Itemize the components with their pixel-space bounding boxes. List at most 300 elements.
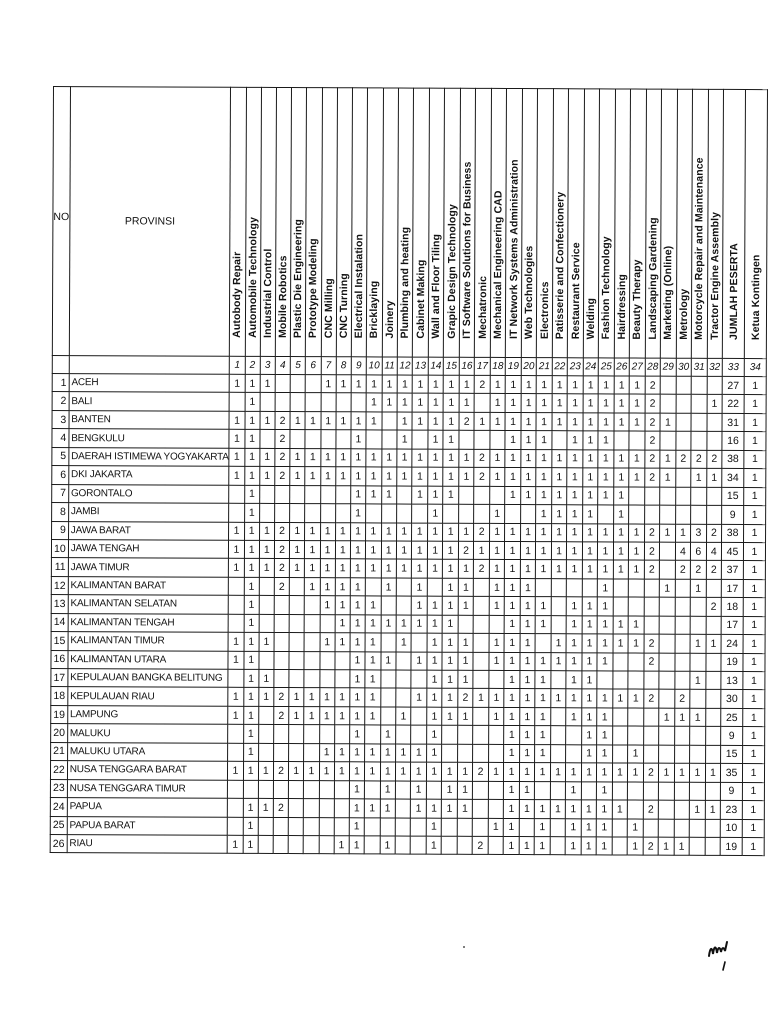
- count-cell: [442, 744, 458, 763]
- count-cell: [707, 413, 723, 432]
- count-cell: 1: [613, 634, 629, 653]
- count-cell: [659, 782, 675, 801]
- count-cell: 1: [350, 596, 365, 615]
- column-number: 12: [397, 357, 413, 375]
- count-cell: 1: [443, 541, 459, 560]
- count-cell: 1: [396, 559, 412, 578]
- header-column-label: Wall and Floor Tiling: [430, 233, 443, 339]
- count-cell: 1: [504, 615, 520, 634]
- count-cell: [505, 505, 521, 524]
- header-column-27: [630, 89, 647, 358]
- column-number: 19: [506, 357, 522, 375]
- count-cell: 1: [427, 689, 443, 708]
- total-participants-cell: 18: [721, 598, 743, 617]
- count-cell: [705, 745, 721, 764]
- count-cell: 1: [535, 726, 551, 745]
- count-cell: [706, 505, 722, 524]
- header-column-30: [676, 89, 693, 358]
- count-cell: [691, 432, 707, 451]
- count-cell: [259, 577, 274, 596]
- count-cell: [366, 430, 382, 449]
- count-cell: 1: [351, 375, 366, 394]
- team-leader-cell: 1: [743, 653, 765, 672]
- count-cell: 1: [412, 467, 428, 486]
- count-cell: 1: [552, 413, 568, 432]
- count-cell: [228, 817, 243, 836]
- count-cell: [613, 597, 629, 616]
- count-cell: 1: [535, 763, 551, 782]
- count-cell: [675, 579, 691, 598]
- team-leader-cell: 1: [743, 561, 765, 580]
- count-cell: 1: [366, 393, 382, 412]
- count-cell: 1: [442, 781, 458, 800]
- count-cell: 1: [260, 374, 275, 393]
- count-cell: [597, 671, 613, 690]
- count-cell: 1: [244, 467, 259, 486]
- count-cell: 1: [443, 467, 459, 486]
- count-cell: 1: [535, 818, 551, 837]
- count-cell: 1: [536, 597, 552, 616]
- count-cell: [473, 633, 489, 652]
- header-column-label: Fashion Technology: [600, 236, 613, 340]
- count-cell: 1: [428, 467, 444, 486]
- count-cell: [304, 633, 319, 652]
- count-cell: 1: [365, 559, 381, 578]
- count-cell: [459, 486, 475, 505]
- count-cell: 2: [644, 524, 660, 543]
- count-cell: 2: [643, 763, 659, 782]
- count-cell: 1: [229, 466, 244, 485]
- header-column-label: Patisserie and Confectionery: [553, 191, 567, 340]
- count-cell: 1: [597, 708, 613, 727]
- count-cell: 1: [551, 689, 567, 708]
- count-cell: [458, 504, 474, 523]
- count-cell: 1: [320, 633, 335, 652]
- count-cell: [705, 837, 721, 856]
- count-cell: 1: [613, 523, 629, 542]
- count-cell: 1: [396, 541, 412, 560]
- count-cell: [473, 781, 489, 800]
- count-cell: 1: [504, 800, 520, 819]
- count-cell: [659, 671, 675, 690]
- column-number: 22: [552, 358, 568, 376]
- count-cell: 1: [443, 615, 459, 634]
- header-column-1: [230, 87, 246, 356]
- count-cell: [273, 780, 288, 799]
- count-cell: 1: [381, 559, 396, 578]
- count-cell: 1: [411, 799, 427, 818]
- count-cell: 1: [396, 523, 412, 542]
- count-cell: [551, 597, 567, 616]
- count-cell: 1: [412, 486, 428, 505]
- header-column-label: Cabinet Making: [414, 259, 427, 339]
- count-cell: 1: [582, 560, 598, 579]
- count-cell: [459, 431, 475, 450]
- count-cell: [274, 633, 289, 652]
- count-cell: 1: [505, 431, 521, 450]
- count-cell: 1: [505, 560, 521, 579]
- count-cell: 1: [582, 597, 598, 616]
- count-cell: 1: [675, 524, 691, 543]
- count-cell: 1: [244, 522, 259, 541]
- count-cell: 1: [490, 468, 506, 487]
- count-cell: 1: [552, 394, 568, 413]
- header-column-label: Beauty Therapy: [631, 259, 644, 340]
- header-column-label: Mobile Robotics: [276, 255, 290, 339]
- count-cell: 1: [427, 541, 443, 560]
- count-cell: 1: [458, 670, 474, 689]
- header-column-5: [290, 88, 306, 357]
- count-cell: 1: [536, 376, 552, 395]
- count-cell: [273, 817, 288, 836]
- count-cell: [550, 726, 566, 745]
- header-column-17: [475, 88, 492, 357]
- count-cell: [581, 781, 597, 800]
- count-cell: 1: [396, 615, 412, 634]
- count-cell: 1: [290, 522, 305, 541]
- count-cell: 1: [228, 835, 243, 854]
- count-cell: 1: [427, 652, 443, 671]
- header-column-label: Welding: [584, 297, 598, 340]
- count-cell: 1: [319, 688, 334, 707]
- count-cell: 1: [614, 413, 630, 432]
- count-cell: [289, 651, 304, 670]
- count-cell: 1: [567, 468, 583, 487]
- count-cell: [473, 726, 489, 745]
- count-cell: 1: [505, 412, 521, 431]
- column-number: 18: [490, 357, 506, 375]
- row-number: 11: [51, 558, 68, 577]
- header-column-16: [459, 88, 476, 357]
- count-cell: [304, 799, 319, 818]
- count-cell: 1: [396, 744, 412, 763]
- count-cell: 1: [458, 707, 474, 726]
- header-column-2: [245, 87, 261, 356]
- header-column-label: Plastic Die Engineering: [292, 219, 305, 339]
- count-cell: 1: [489, 707, 505, 726]
- province-name: BENGKULU: [69, 429, 230, 448]
- count-cell: 1: [365, 688, 381, 707]
- count-cell: 1: [489, 560, 505, 579]
- row-number: 16: [51, 650, 68, 669]
- province-name: DKI JAKARTA: [69, 466, 230, 485]
- count-cell: [676, 413, 692, 432]
- count-cell: [442, 818, 458, 837]
- count-cell: [643, 819, 659, 838]
- count-cell: [396, 652, 412, 671]
- team-leader-cell: 1: [743, 672, 765, 691]
- row-number: 18: [51, 687, 68, 706]
- speck-mark: [463, 946, 465, 948]
- header-column-15: [444, 88, 461, 357]
- count-cell: [490, 486, 506, 505]
- count-cell: 1: [565, 837, 581, 856]
- total-participants-cell: 19: [720, 837, 742, 856]
- column-number: 17: [475, 357, 491, 375]
- count-cell: [380, 817, 395, 836]
- count-cell: 1: [504, 763, 520, 782]
- count-cell: 1: [597, 745, 613, 764]
- count-cell: [411, 818, 427, 837]
- count-cell: [644, 671, 660, 690]
- row-number: 19: [51, 705, 68, 724]
- team-leader-cell: 1: [743, 727, 765, 746]
- count-cell: 1: [598, 487, 614, 506]
- count-cell: [457, 818, 473, 837]
- count-cell: [289, 670, 304, 689]
- count-cell: 1: [259, 669, 274, 688]
- count-cell: [658, 800, 674, 819]
- count-cell: [290, 393, 305, 412]
- count-cell: [411, 707, 427, 726]
- count-cell: 1: [413, 394, 429, 413]
- count-cell: 1: [520, 597, 536, 616]
- count-cell: 1: [597, 616, 613, 635]
- header-column-label: Motorcycle Repair and Maintenance: [693, 157, 707, 340]
- count-cell: 2: [474, 523, 490, 542]
- count-cell: 1: [397, 412, 413, 431]
- count-cell: 1: [536, 486, 552, 505]
- count-cell: 1: [428, 412, 444, 431]
- count-cell: 6: [691, 542, 707, 561]
- total-participants-cell: 45: [722, 542, 744, 561]
- header-column-label: Mechanical Engineering CAD: [491, 190, 505, 339]
- province-name: KALIMANTAN TIMUR: [68, 632, 229, 651]
- count-cell: [628, 653, 644, 672]
- count-cell: 1: [582, 634, 598, 653]
- header-no: NO: [52, 87, 70, 356]
- count-cell: [274, 651, 289, 670]
- count-cell: 1: [535, 744, 551, 763]
- count-cell: [229, 485, 244, 504]
- province-name: JAWA BARAT: [68, 521, 229, 540]
- count-cell: [551, 708, 567, 727]
- count-cell: 1: [305, 448, 320, 467]
- count-cell: 1: [350, 688, 365, 707]
- count-cell: [612, 726, 628, 745]
- count-cell: 2: [691, 450, 707, 469]
- count-cell: 1: [290, 448, 305, 467]
- count-cell: 1: [504, 652, 520, 671]
- count-cell: 1: [490, 375, 506, 394]
- header-column-label: Joinery: [383, 300, 396, 339]
- count-cell: 1: [581, 818, 597, 837]
- column-number: 14: [428, 357, 444, 375]
- count-cell: 1: [535, 652, 551, 671]
- count-cell: 2: [474, 449, 490, 468]
- count-cell: 2: [475, 375, 491, 394]
- count-cell: 1: [613, 689, 629, 708]
- count-cell: [395, 836, 411, 855]
- header-column-label: JUMLAH PESERTA: [727, 243, 740, 340]
- count-cell: 1: [613, 487, 629, 506]
- count-cell: [275, 393, 290, 412]
- count-cell: 1: [427, 707, 443, 726]
- column-number: 2: [245, 356, 260, 374]
- count-cell: 1: [504, 781, 520, 800]
- count-cell: 1: [443, 523, 459, 542]
- province-name: JAWA TENGAH: [68, 540, 229, 559]
- count-cell: 1: [245, 374, 260, 393]
- count-cell: 1: [598, 431, 614, 450]
- count-cell: 1: [443, 431, 459, 450]
- column-number: 20: [521, 358, 537, 376]
- count-cell: 1: [336, 412, 351, 431]
- count-cell: 1: [319, 762, 334, 781]
- count-cell: 1: [536, 412, 552, 431]
- count-cell: [473, 652, 489, 671]
- count-cell: [474, 578, 490, 597]
- count-cell: [365, 578, 381, 597]
- count-cell: 1: [660, 524, 676, 543]
- team-leader-cell: 1: [744, 469, 766, 488]
- count-cell: 1: [458, 652, 474, 671]
- count-cell: 1: [458, 560, 474, 579]
- count-cell: [628, 800, 644, 819]
- count-cell: 1: [690, 671, 706, 690]
- count-cell: [643, 708, 659, 727]
- count-cell: 1: [582, 486, 598, 505]
- count-cell: [319, 836, 334, 855]
- row-number: 22: [50, 761, 67, 780]
- count-cell: 1: [427, 560, 443, 579]
- count-cell: 1: [520, 523, 536, 542]
- team-leader-cell: 1: [742, 764, 764, 783]
- count-cell: 1: [443, 394, 459, 413]
- count-cell: 1: [349, 817, 364, 836]
- count-cell: 1: [366, 485, 382, 504]
- count-cell: 1: [458, 597, 474, 616]
- count-cell: 1: [520, 541, 536, 560]
- count-cell: 1: [304, 706, 319, 725]
- count-cell: 1: [628, 745, 644, 764]
- count-cell: 2: [274, 540, 289, 559]
- count-cell: [289, 633, 304, 652]
- count-cell: 1: [551, 560, 567, 579]
- count-cell: [396, 670, 412, 689]
- count-cell: 1: [243, 743, 258, 762]
- count-cell: 1: [566, 652, 582, 671]
- team-leader-cell: 1: [744, 487, 766, 506]
- count-cell: 1: [596, 837, 612, 856]
- count-cell: 1: [412, 615, 428, 634]
- count-cell: 2: [274, 577, 289, 596]
- count-cell: [290, 504, 305, 523]
- header-column-34: [744, 90, 767, 359]
- count-cell: [275, 374, 290, 393]
- row-number: 15: [51, 632, 68, 651]
- count-cell: 1: [334, 688, 349, 707]
- count-cell: 1: [442, 633, 458, 652]
- count-cell: 1: [428, 486, 444, 505]
- count-cell: [305, 375, 320, 394]
- count-cell: 1: [520, 652, 536, 671]
- count-cell: [676, 376, 692, 395]
- header-column-26: [614, 89, 631, 358]
- count-cell: [258, 706, 273, 725]
- count-cell: 1: [243, 706, 258, 725]
- count-cell: 1: [397, 375, 413, 394]
- header-column-label: Autobody Repair: [231, 251, 244, 338]
- count-cell: 1: [381, 615, 396, 634]
- count-cell: 1: [505, 394, 521, 413]
- count-cell: 1: [629, 560, 645, 579]
- count-cell: 1: [320, 522, 335, 541]
- count-cell: [612, 837, 628, 856]
- count-cell: 1: [289, 762, 304, 781]
- count-cell: [427, 578, 443, 597]
- total-participants-cell: 22: [722, 395, 744, 414]
- province-name: BALI: [69, 392, 230, 411]
- count-cell: [305, 504, 320, 523]
- count-cell: [690, 727, 706, 746]
- count-cell: 1: [412, 412, 428, 431]
- header-column-label: Tractor Engine Assembly: [708, 211, 722, 340]
- province-name: GORONTALO: [68, 484, 229, 503]
- count-cell: 1: [319, 707, 334, 726]
- count-cell: 1: [567, 505, 583, 524]
- count-cell: [707, 432, 723, 451]
- count-cell: [644, 597, 660, 616]
- count-cell: 1: [674, 763, 690, 782]
- count-cell: 1: [458, 523, 474, 542]
- count-cell: [550, 837, 566, 856]
- count-cell: 1: [365, 670, 381, 689]
- count-cell: [691, 376, 707, 395]
- count-cell: [274, 725, 289, 744]
- count-cell: [365, 725, 381, 744]
- count-cell: 1: [335, 522, 350, 541]
- count-cell: 1: [366, 522, 382, 541]
- count-cell: 1: [229, 559, 244, 578]
- column-number: 21: [537, 358, 553, 376]
- row-number: 17: [51, 668, 68, 687]
- count-cell: [691, 487, 707, 506]
- count-cell: [290, 375, 305, 394]
- count-cell: 1: [412, 596, 428, 615]
- count-cell: 1: [380, 781, 395, 800]
- count-cell: [690, 690, 706, 709]
- header-column-23: [568, 89, 585, 358]
- count-cell: 1: [321, 412, 336, 431]
- count-cell: 1: [427, 523, 443, 542]
- count-cell: 1: [412, 559, 428, 578]
- count-cell: [659, 597, 675, 616]
- count-cell: 1: [335, 614, 350, 633]
- count-cell: [411, 670, 427, 689]
- count-cell: [689, 837, 705, 856]
- header-column-28: [645, 89, 662, 358]
- count-cell: 1: [443, 486, 459, 505]
- count-cell: [290, 485, 305, 504]
- count-cell: 1: [627, 819, 643, 838]
- count-cell: [229, 393, 244, 412]
- count-cell: 1: [243, 762, 258, 781]
- header-column-label: Metrology: [677, 288, 691, 340]
- count-cell: [457, 836, 473, 855]
- count-cell: [304, 670, 319, 689]
- count-cell: 1: [506, 375, 522, 394]
- count-cell: 2: [644, 634, 660, 653]
- header-column-label: Electrical Instalation: [352, 233, 366, 339]
- count-cell: [628, 671, 644, 690]
- count-cell: [381, 430, 396, 449]
- count-cell: 1: [583, 413, 599, 432]
- count-cell: 2: [274, 706, 289, 725]
- count-cell: 1: [489, 578, 505, 597]
- count-cell: 1: [581, 745, 597, 764]
- count-cell: 1: [244, 485, 259, 504]
